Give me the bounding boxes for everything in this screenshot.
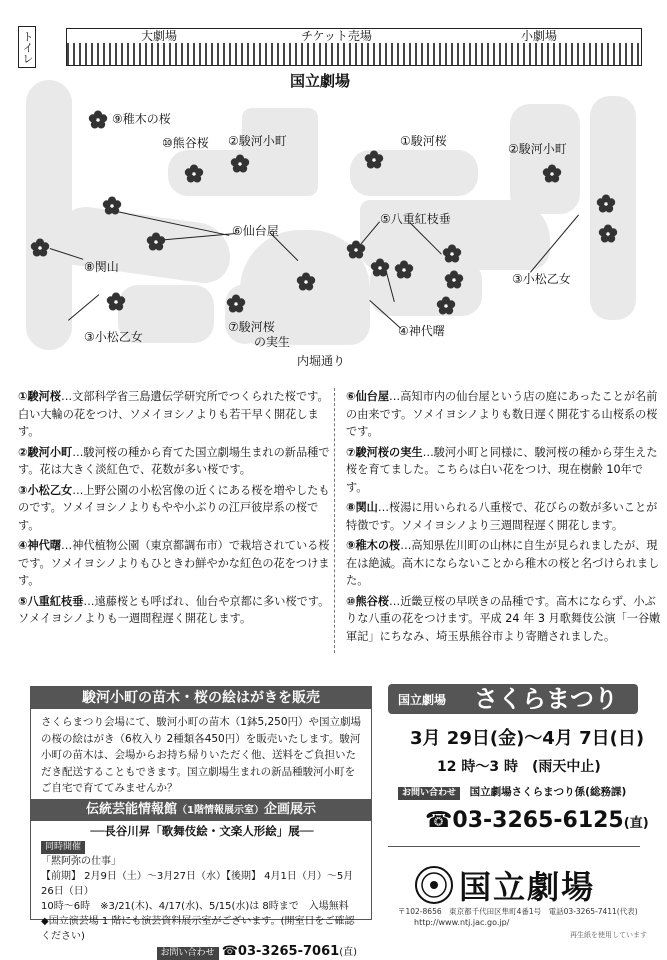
festival-dates: 3月 29日(金)～4月 7日(日) <box>410 728 645 749</box>
street-label: 内堀通り <box>297 354 346 368</box>
garden-path <box>242 108 318 196</box>
sakura-tree-icon <box>146 232 166 252</box>
theatre-logo: 国立劇場 <box>414 862 595 908</box>
tree-label-2a: ②駿河小町 <box>228 134 287 148</box>
exhibit-concurrent-title: 「黙阿弥の仕事」 <box>41 855 121 867</box>
footer-url: http://www.ntj.jac.go.jp/ <box>414 918 510 927</box>
desc-item: ②駿河小町…駿河桜の種から育てた国立劇場生まれの新品種です。花は大きく淡紅色で、花数が多い桜です。 <box>18 445 330 476</box>
exhibit-note: ◆国立演芸場 1 階にも演芸資料展示室がございます。(開室日をご確認ください) <box>41 915 355 942</box>
ticket-office-label: チケット売場 <box>297 29 376 43</box>
tree-label-6: ⑥仙台屋 <box>232 224 279 238</box>
tree-label-9: ⑨稚木の桜 <box>112 112 171 126</box>
sakura-tree-icon <box>106 292 126 312</box>
tree-label-3b: ③小松乙女 <box>512 272 571 286</box>
sakura-tree-icon <box>596 194 616 214</box>
sakura-tree-icon <box>102 196 122 216</box>
tree-label-5: ⑤八重紅枝垂 <box>380 212 451 226</box>
exhibit-period: 【前期】 2月9日（土）～3月27日（水）【後期】 4月1日（月）～5月26日（日） <box>41 870 354 897</box>
recycle-note: 再生紙を使用しています <box>570 931 647 939</box>
national-theatre-label: 国立劇場 <box>290 72 351 90</box>
sakura-tree-icon <box>442 244 462 264</box>
desc-item: ①駿河桜…文部科学省三島遺伝学研究所でつくられた桜です。白い大輪の花をつけ、ソメイヨシノよりも若干早く開花します。 <box>18 390 329 438</box>
desc-item: ⑤八重紅枝垂…遠藤桜とも呼ばれ、仙台や京都に多い桜です。ソメイヨシノよりも一週間程遅く開花します。 <box>18 594 330 625</box>
tree-descriptions-right <box>346 388 664 648</box>
toilet-label: トイレ <box>18 26 36 68</box>
exhibit-inquiry: お問い合わせ ☎03-3265-7061(直) <box>31 944 371 960</box>
sakura-tree-icon <box>444 270 464 290</box>
exhibit-concurrent: 同時開催 <box>31 839 371 854</box>
sakura-tree-icon <box>226 294 246 314</box>
tree-label-10: ⑩熊谷桜 <box>162 136 209 150</box>
festival-phone: ☎03-3265-6125(直) <box>425 808 649 833</box>
desc-item: ⑨稚木の桜…高知県佐川町の山林に自生が見られましたが、現在は絶滅。高木にならないことから稚木の桜と名づけられました。 <box>346 539 660 587</box>
tree-descriptions-left <box>18 388 336 631</box>
sakura-tree-icon <box>296 272 316 292</box>
desc-item: ③小松乙女…上野公園の小松宮像の近くにある桜を増やしたものです。ソメイヨシノよりもやや小ぶりの江戸彼岸系の桜です。 <box>18 483 330 532</box>
desc-item: ⑧関山…桜湯に用いられる八重桜で、花びらの数が多いことが特徴です。ソメイヨシノより三週間程遅く開花します。 <box>346 501 658 532</box>
festival-title: 国立劇場 さくらまつり <box>388 684 638 714</box>
sakura-tree-icon <box>364 150 384 170</box>
festival-divider <box>388 846 640 847</box>
tree-label-7-sub: の実生 <box>254 335 291 349</box>
sakura-tree-icon <box>598 224 618 244</box>
theatre-building <box>66 28 642 66</box>
garden-map <box>0 0 667 372</box>
sakura-tree-icon <box>370 258 390 278</box>
exhibit-subtitle: ──長谷川昇「歌舞伎絵・文楽人形絵」展── <box>90 823 314 838</box>
sakura-tree-icon <box>88 110 108 130</box>
desc-item: ⑥仙台屋…高知市内の仙台屋という店の庭にあったことが名前の由来です。ソメイヨシノよりも数日遅く開花する山桜系の桜です。 <box>346 390 658 438</box>
sakura-tree-icon <box>230 154 250 174</box>
info-box <box>30 686 372 959</box>
festival-hours: 12 時～3 時 (雨天中止) <box>437 759 601 775</box>
sale-text: さくらまつり会場にて、駿河小町の苗木（1鉢5,250円）や国立劇場の桜の絵はがき（6枚入り 2種類各450円）を販売いたします。駿河小町の苗木は、会場からお持ち帰りいただく他、送料をご負担いただき配送することもできます。国立劇場生まれの新品種駿河小町をご自宅で育ててみませんか？ <box>41 716 362 794</box>
tree-label-8: ⑧関山 <box>84 260 119 274</box>
column-divider <box>334 388 335 653</box>
tree-label-1: ①駿河桜 <box>400 134 447 148</box>
desc-item: ⑦駿河桜の実生…駿河小町と同様に、駿河桜の種から芽生えた桜を育てました。こちらは白い花をつけ、現在樹齢 10年です。 <box>346 445 658 494</box>
festival-inquiry: お問い合わせ 国立劇場さくらまつり係(総務課) <box>398 784 626 800</box>
desc-item: ④神代曙…神代植物公園（東京都調布市）で栽培されている桜です。ソメイヨシノよりもひときわ鮮やかな紅色の花をつけます。 <box>18 539 330 587</box>
garden-path <box>510 104 580 214</box>
sakura-tree-icon <box>542 164 562 184</box>
small-theatre-label: 小劇場 <box>517 29 561 43</box>
sakura-tree-icon <box>184 164 204 184</box>
tree-label-4: ④神代曙 <box>398 324 445 338</box>
desc-item: ⑩熊谷桜…近畿豆桜の早咲きの品種です。高木にならず、小ぶりな八重の花をつけます。平成 24 年 3 月歌舞伎公演「一谷嫩軍記」にちなみ、埼玉県熊谷市より寄贈されました。 <box>346 594 661 643</box>
exhibit-title: 伝統芸能情報館（1階情報展示室）企画展示 <box>31 799 371 821</box>
tree-label-3a: ③小松乙女 <box>84 330 143 344</box>
sale-title: 駿河小町の苗木・桜の絵はがきを販売 <box>31 687 371 709</box>
exhibit-hours: 10時～6時 ※3/21(木)、4/17(水)、5/15(水)は 8時まで 入場無料 <box>41 900 349 912</box>
tree-label-7: ⑦駿河桜 <box>228 320 275 334</box>
sakura-tree-icon <box>30 238 50 258</box>
sakura-tree-icon <box>436 296 456 316</box>
sakura-tree-icon <box>346 240 366 260</box>
sakura-tree-icon <box>394 260 414 280</box>
tree-label-2b: ②駿河小町 <box>508 142 567 156</box>
footer-address: 〒102-8656 東京都千代田区隼町4番1号 電話03-3265-7411(代表) <box>398 907 638 916</box>
theatre-emblem-icon <box>414 865 454 905</box>
large-theatre-label: 大劇場 <box>137 29 181 43</box>
